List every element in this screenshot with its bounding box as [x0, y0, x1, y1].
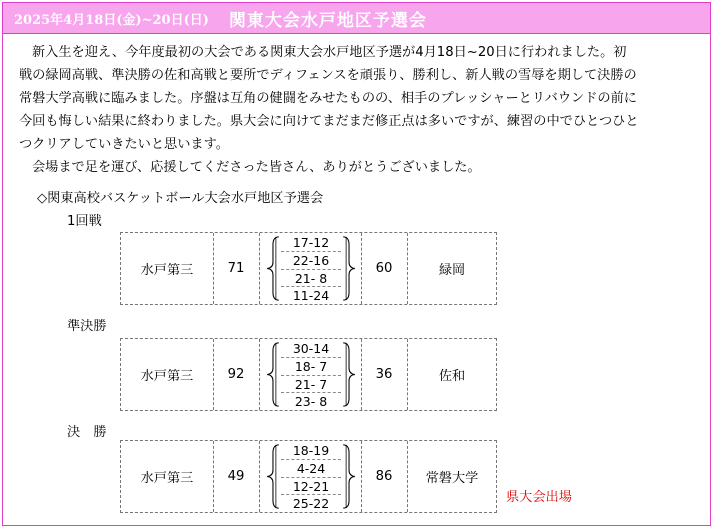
team-score: 49 — [227, 469, 245, 484]
opponent-score: 36 — [375, 367, 393, 382]
team-score: 92 — [227, 367, 245, 382]
report-line: 新入生を迎え、今年度最初の大会である関東大会水戸地区予選が4月18日~20日に行われました。初 — [32, 45, 627, 60]
set-scores — [281, 340, 341, 411]
set-score: 23- 8 — [294, 394, 328, 410]
team-name: 水戸第三 — [140, 263, 194, 278]
report-line: 今回も悔しい結果に終わりました。県大会に向けてまだまだ修正点は多いですが、練習の中でひとつひと — [19, 114, 639, 129]
set-score: 21- 7 — [281, 376, 341, 394]
set-score: 22-16 — [281, 252, 341, 270]
team-name: 水戸第三 — [140, 471, 194, 486]
set-score: 25-22 — [292, 496, 330, 512]
opponent-name: 緑岡 — [438, 263, 466, 278]
set-score: 21- 8 — [281, 270, 341, 288]
event-date: 2025年4月18日(金)~20日(日) — [14, 12, 209, 28]
set-score: 18-19 — [281, 442, 341, 460]
set-score: 18- 7 — [281, 358, 341, 376]
round-label: 1回戦 — [67, 214, 102, 229]
set-scores — [281, 442, 341, 513]
match-box — [120, 338, 497, 411]
page-title: 関東大会水戸地区予選会 — [228, 10, 427, 31]
set-score: 4-24 — [281, 460, 341, 478]
page-frame — [2, 2, 711, 526]
team-score: 71 — [227, 261, 245, 276]
left-brace-icon — [262, 339, 282, 410]
match-box — [120, 232, 497, 305]
report-paragraph — [19, 41, 709, 156]
left-brace-icon — [262, 233, 282, 304]
set-score: 12-21 — [281, 478, 341, 496]
qualification-note: 県大会出場 — [506, 490, 572, 505]
report-line: 戦の緑岡高戦、準決勝の佐和高戦と要所でディフェンスを頑張り、勝利し、新人戦の雪辱を期して決勝の — [19, 68, 637, 83]
opponent-score: 86 — [375, 469, 393, 484]
set-scores — [281, 234, 341, 305]
right-brace-icon — [340, 441, 360, 512]
title-bar — [3, 3, 710, 34]
match-box — [120, 440, 497, 513]
round-label: 準決勝 — [67, 319, 107, 334]
report-paragraph — [19, 156, 709, 179]
set-score: 17-12 — [281, 234, 341, 252]
opponent-name: 佐和 — [438, 369, 466, 384]
right-brace-icon — [340, 233, 360, 304]
opponent-name: 常磐大学 — [425, 471, 479, 486]
opponent-score: 60 — [375, 261, 393, 276]
left-brace-icon — [262, 441, 282, 512]
report-line: 常磐大学高戦に臨みました。序盤は互角の健闘をみせたものの、相手のプレッシャーとリバウンドの前に — [19, 91, 637, 106]
round-label: 決 勝 — [67, 425, 107, 440]
team-name: 水戸第三 — [140, 369, 194, 384]
right-brace-icon — [340, 339, 360, 410]
report-body — [19, 41, 709, 179]
report-line: 会場まで足を運び、応援してくださった皆さん、ありがとうございました。 — [32, 160, 481, 175]
set-score: 30-14 — [281, 340, 341, 358]
section-title: ◇関東高校バスケットボール大会水戸地区予選会 — [37, 191, 324, 206]
set-score: 11-24 — [292, 288, 330, 304]
report-line: つクリアしていきたいと思います。 — [19, 137, 229, 152]
